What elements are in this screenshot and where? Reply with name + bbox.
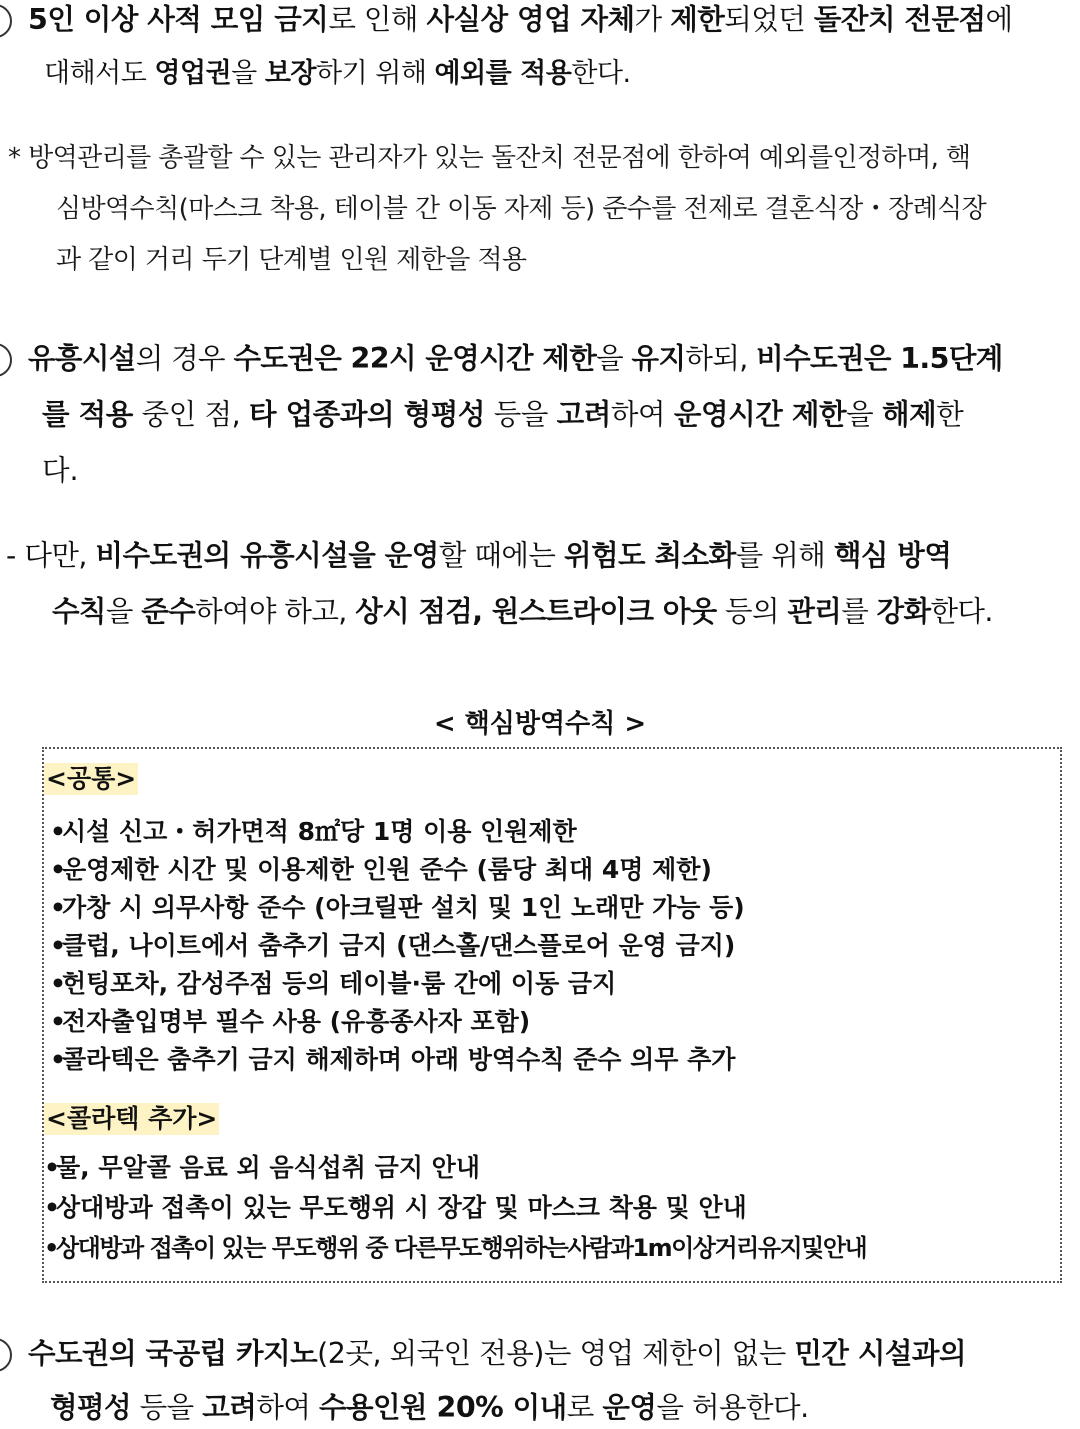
para2-l2-text-4: 을 bbox=[846, 398, 882, 431]
common-item-2 bbox=[50, 853, 712, 887]
para2-text-3: 하되, bbox=[685, 342, 757, 375]
para1-l2-bold-2: 보장 bbox=[264, 58, 317, 89]
para4-l2-text-3: 로 bbox=[566, 1391, 603, 1424]
colatec-item-2-text: 상대방과 접촉이 있는 무도행위 시 장갑 및 마스크 착용 및 안내 bbox=[56, 1193, 747, 1222]
rules-title: < 핵심방역수칙 > bbox=[433, 709, 647, 739]
para4-l2-bold-4: 운영 bbox=[602, 1391, 657, 1424]
common-item-3-text: 가창 시 의무사항 준수 (아크릴판 설치 및 1인 노래만 가능 등) bbox=[62, 893, 745, 922]
bullet-dot-icon: • bbox=[44, 1153, 60, 1182]
bullet-dot-icon: • bbox=[50, 893, 66, 922]
note-line-2: 심방역수칙(마스크 착용, 테이블 간 이동 자제 등) 준수를 전제로 결혼식장・장례식장 bbox=[56, 194, 987, 224]
bullet-circle-icon bbox=[0, 343, 12, 377]
common-item-4 bbox=[50, 929, 735, 963]
para4-l2-bold-1: 형평성 bbox=[50, 1391, 132, 1424]
para1-bold-2: 사실상 영업 자체 bbox=[426, 3, 635, 36]
colatec-item-1 bbox=[44, 1151, 480, 1185]
para1-text-2: 가 bbox=[634, 3, 671, 36]
para3-bold-3: 핵심 방역 bbox=[833, 539, 952, 572]
bullet-dot-icon: • bbox=[50, 1007, 66, 1036]
para2-text-1: 의 경우 bbox=[135, 342, 234, 375]
para3-l2-bold-4: 관리 bbox=[787, 595, 842, 628]
common-item-4-text: 클럽, 나이트에서 춤추기 금지 (댄스홀/댄스플로어 운영 금지) bbox=[62, 931, 736, 960]
colatec-item-3-text: 상대방과 접촉이 있는 무도행위 중 다른무도행위하는사람과1m이상거리유지및안내 bbox=[56, 1234, 867, 1262]
para3-l2-text-1: 을 bbox=[105, 595, 142, 628]
colatec-item-3 bbox=[44, 1231, 866, 1265]
para1-l2-text-3: 하기 위해 bbox=[316, 58, 435, 89]
bullet-circle-icon bbox=[0, 4, 12, 38]
para2-bold-2: 수도권은 22시 운영시간 제한 bbox=[233, 342, 597, 375]
para1-bold-4: 돌잔치 전문점 bbox=[813, 3, 986, 36]
para4-bold-2: 민간 시설과의 bbox=[794, 1337, 966, 1370]
common-item-6-text: 전자출입명부 필수 사용 (유흥종사자 포함) bbox=[62, 1007, 531, 1036]
common-item-1 bbox=[50, 815, 577, 849]
para2-l2-text-5: 한 bbox=[936, 398, 964, 431]
para2-line2 bbox=[42, 395, 963, 435]
para3-l2-bold-2: 준수 bbox=[141, 595, 196, 628]
common-item-6 bbox=[50, 1005, 530, 1039]
para2-text-2: 을 bbox=[596, 342, 632, 375]
para3-l2-text-3: 등의 bbox=[716, 595, 788, 628]
para2-l2-text-3: 하여 bbox=[610, 398, 674, 431]
colatec-heading: <콜라텍 추가> bbox=[46, 1104, 218, 1133]
para1-l2-text-2: 을 bbox=[231, 58, 265, 89]
common-item-2-text: 운영제한 시간 및 이용제한 인원 준수 (룸당 최대 4명 제한) bbox=[62, 855, 712, 884]
para1-text-1: 로 인해 bbox=[328, 3, 427, 36]
para3-l2-bold-3: 상시 점검, 원스트라이크 아웃 bbox=[355, 595, 717, 628]
para3-l2-text-2: 하여야 하고, bbox=[195, 595, 356, 628]
para2-l2-bold-2: 타 업종과의 형평성 bbox=[248, 398, 486, 431]
para1-line2 bbox=[44, 54, 631, 94]
common-item-5 bbox=[50, 967, 616, 1001]
common-item-7 bbox=[50, 1043, 735, 1077]
para2-l2-bold-4: 운영시간 제한 bbox=[673, 398, 847, 431]
common-item-3 bbox=[50, 891, 745, 925]
common-item-5-text: 헌팅포차, 감성주점 등의 테이블·룸 간에 이동 금지 bbox=[62, 969, 617, 998]
para2-l2-text-2: 등을 bbox=[485, 398, 557, 431]
para1-l2-bold-3: 예외를 적용 bbox=[434, 58, 572, 89]
para1-l2-text-1: 대해서도 bbox=[44, 58, 155, 89]
note-line-1: * 방역관리를 총괄할 수 있는 관리자가 있는 돌잔치 전문점에 한하여 예외를인정하며, 핵 bbox=[8, 143, 971, 173]
para3-l2-bold-5: 강화 bbox=[876, 595, 931, 628]
para3-l2-text-5: 한다. bbox=[930, 595, 993, 628]
bullet-dot-icon: • bbox=[50, 969, 66, 998]
bullet-circle-icon bbox=[0, 1338, 12, 1372]
para4-l2-text-1: 등을 bbox=[131, 1391, 203, 1424]
para2-l2-bold-1: 를 적용 bbox=[42, 398, 133, 431]
para3-l2-text-4: 를 bbox=[841, 595, 877, 628]
para1-l2-text-4: 한다. bbox=[571, 58, 631, 89]
para2-l2-text-1: 중인 점, bbox=[132, 398, 249, 431]
para1-bold-1: 5인 이상 사적 모임 금지 bbox=[28, 3, 329, 36]
para2-bold-1: 유흥시설 bbox=[28, 342, 136, 375]
colatec-item-1-text: 물, 무알콜 음료 외 음식섭취 금지 안내 bbox=[56, 1153, 480, 1182]
common-heading: <공통> bbox=[46, 764, 137, 793]
para3-bold-1: 비수도권의 유흥시설을 운영 bbox=[95, 539, 439, 572]
para1-line1 bbox=[28, 0, 1013, 40]
bullet-dot-icon: • bbox=[50, 855, 66, 884]
para1-text-3: 되었던 bbox=[724, 3, 814, 36]
para1-bold-3: 제한 bbox=[670, 3, 725, 36]
para4-l2-text-4: 을 허용한다. bbox=[656, 1391, 809, 1424]
para4-l2-bold-2: 고려 bbox=[202, 1391, 257, 1424]
para3-line1 bbox=[6, 536, 951, 576]
note-line-3: 과 같이 거리 두기 단계별 인원 제한을 적용 bbox=[56, 245, 527, 275]
para3-l2-bold-1: 수칙 bbox=[52, 595, 106, 628]
para4-l2-bold-3: 수용인원 20% 이내 bbox=[318, 1391, 567, 1424]
bullet-dot-icon: • bbox=[44, 1234, 58, 1262]
para3-line2 bbox=[52, 592, 993, 632]
para4-line1 bbox=[28, 1334, 966, 1374]
para3-text-2: 할 때에는 bbox=[438, 539, 564, 572]
para2-l2-bold-5: 해제 bbox=[881, 398, 937, 431]
colatec-item-2 bbox=[44, 1191, 747, 1225]
para1-l2-bold-1: 영업권 bbox=[154, 58, 232, 89]
para2-bold-3: 유지 bbox=[631, 342, 686, 375]
common-item-1-text: 시설 신고・허가면적 8㎡당 1명 이용 인원제한 bbox=[62, 817, 577, 846]
bullet-dot-icon: • bbox=[50, 931, 66, 960]
bullet-dot-icon: • bbox=[50, 1045, 66, 1074]
para3-text-3: 를 위해 bbox=[735, 539, 834, 572]
bullet-dot-icon: • bbox=[44, 1193, 60, 1222]
para1-text-4: 에 bbox=[985, 3, 1013, 36]
para3-text-1: - 다만, bbox=[6, 539, 96, 572]
para4-line2 bbox=[50, 1388, 809, 1428]
rules-box bbox=[42, 747, 1062, 1283]
bullet-dot-icon: • bbox=[50, 817, 66, 846]
para2-bold-4: 비수도권은 1.5단계 bbox=[756, 342, 1003, 375]
para4-text-1: (2곳, 외국인 전용)는 영업 제한이 없는 bbox=[317, 1337, 795, 1370]
para4-bold-1: 수도권의 국공립 카지노 bbox=[28, 1337, 318, 1370]
common-item-7-text: 콜라텍은 춤추기 금지 해제하며 아래 방역수칙 준수 의무 추가 bbox=[62, 1045, 736, 1074]
para2-line3: 다. bbox=[42, 454, 79, 487]
para2-l2-bold-3: 고려 bbox=[556, 398, 611, 431]
para4-l2-text-2: 하여 bbox=[256, 1391, 319, 1424]
para2-line1 bbox=[28, 339, 1003, 379]
para3-bold-2: 위험도 최소화 bbox=[564, 539, 736, 572]
